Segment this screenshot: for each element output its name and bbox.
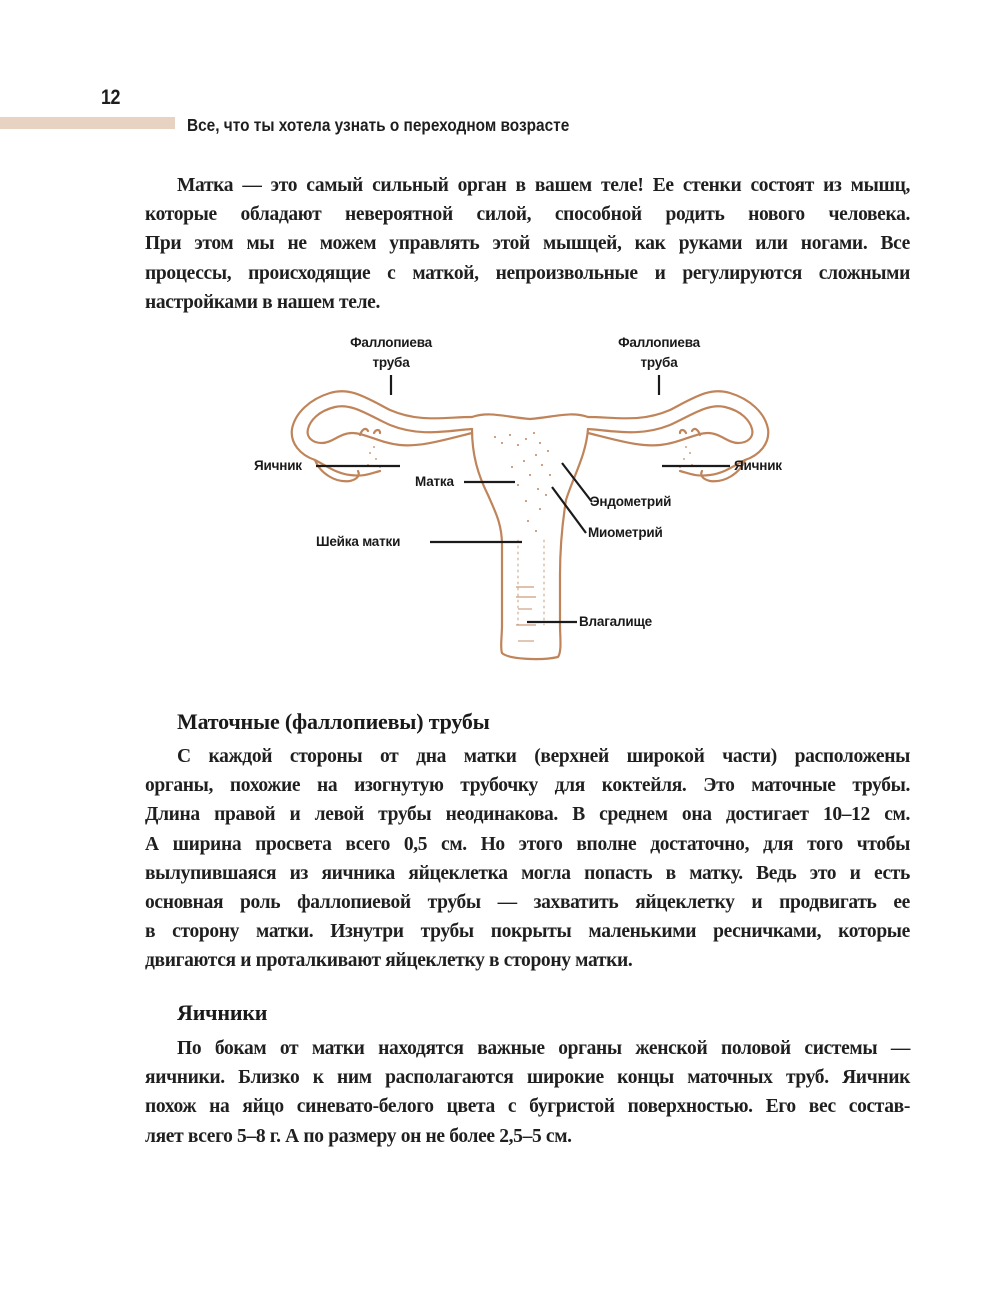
text-line: основная роль фаллопиевой трубы — захватить яйцеклетку и продвигать ее [145,892,910,914]
ovaries-paragraph [145,1034,910,1151]
header-accent-bar [0,117,175,129]
label-cervix: Шейка матки [316,534,401,549]
label-text: труба [640,355,678,370]
text-line: яичники. Близко к ним располагаются широкие концы маточных труб. Яичник [145,1067,910,1089]
text-line: двигаются и проталкивают яйцеклетку в сторону матки. [145,950,633,972]
text-line: настройками в нашем теле. [145,291,380,313]
uterus-anatomy-diagram [240,325,820,675]
text-line: органы, похожие на изогнутую трубочку для коктейля. Это маточные трубы. [145,775,910,797]
text-line: вылупившаяся из яичника яйцеклетка могла попасть в матку. Ведь это и есть [145,862,910,884]
page-number: 12 [101,86,121,109]
label-fallopian-tube-right [592,333,726,373]
label-ovary-left: Яичник [254,458,302,473]
text-line: процессы, происходящие с маткой, непроизвольные и регулируются сложными [145,262,910,284]
fallopian-tubes-paragraph [145,742,910,976]
uterus-illustration [240,325,820,675]
label-endometrium: Эндометрий [590,494,672,509]
label-ovary-right: Яичник [734,458,782,473]
section-heading-fallopian-tubes: Маточные (фаллопиевы) трубы [177,709,490,734]
text-line: в сторону матки. Изнутри трубы покрыты маленькими ресничками, которые [145,921,910,943]
label-text: труба [372,355,410,370]
text-line: По бокам от матки находятся важные органы женской половой системы — [177,1038,910,1059]
label-text: Фаллопиева [350,335,432,350]
text-line: похож на яйцо синевато-белого цвета с бугристой поверхностью. Его вес состав- [145,1096,910,1118]
text-line: Длина правой и левой трубы неодинакова. В среднем она достигает 10–12 см. [145,804,910,826]
intro-paragraph [145,171,910,317]
label-uterus: Матка [415,474,454,489]
text-line: которые обладают невероятной силой, способной родить нового человека. [145,204,910,226]
running-title: Все, что ты хотела узнать о переходном возрасте [187,115,570,135]
label-text: Фаллопиева [618,335,700,350]
label-myometrium: Миометрий [588,525,663,540]
text-line: ляет всего 5–8 г. А по размеру он не более 2,5–5 см. [145,1125,572,1147]
label-fallopian-tube-left [324,333,458,373]
label-vagina: Влагалище [579,614,652,629]
text-line: При этом мы не можем управлять этой мышцей, как руками или ногами. Все [145,233,910,255]
text-line: А ширина просвета всего 0,5 см. Но этого вполне достаточно, для того чтобы [145,833,910,855]
text-line: Матка — это самый сильный орган в вашем теле! Ее стенки состоят из мышц, [177,175,910,196]
section-heading-ovaries: Яичники [177,1000,268,1025]
text-line: С каждой стороны от дна матки (верхней широкой части) расположены [177,746,910,767]
